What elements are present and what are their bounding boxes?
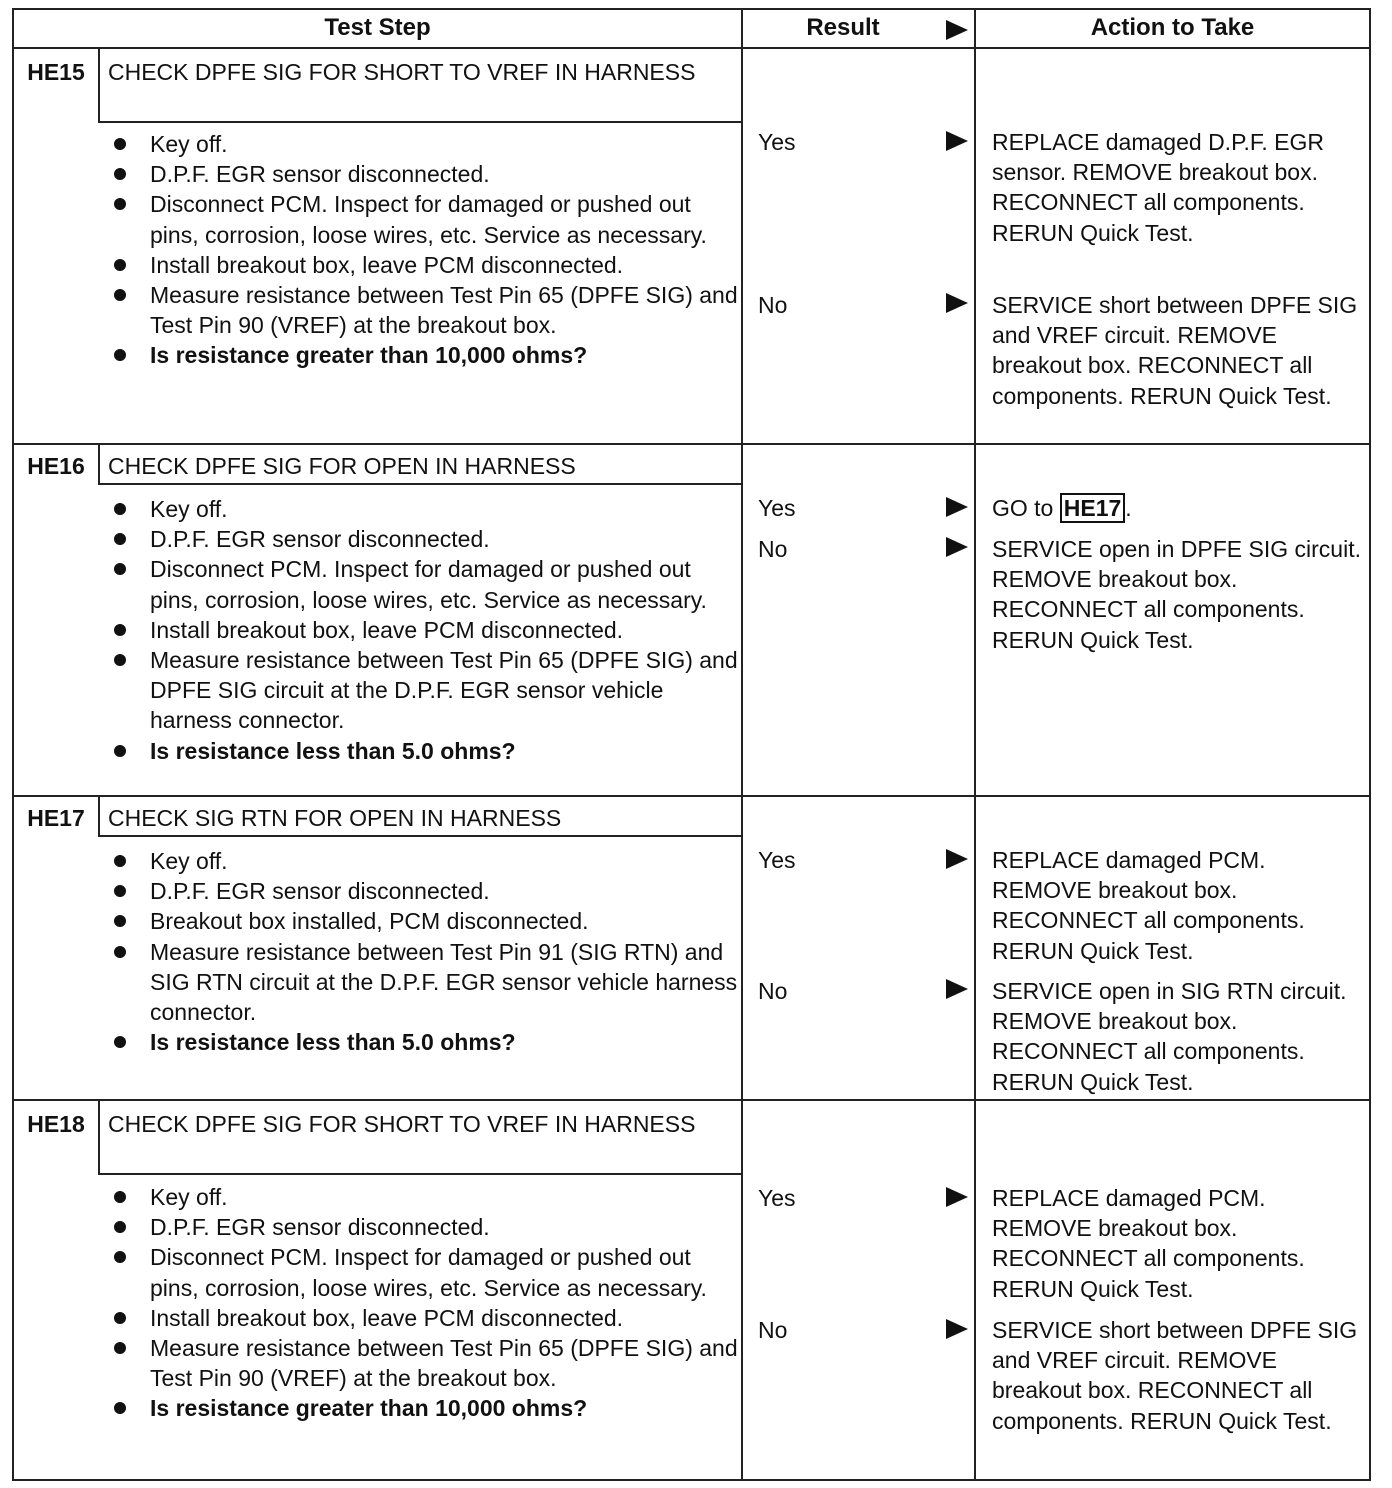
instruction-item: Measure resistance between Test Pin 91 (SIG RTN) and SIG RTN circuit at the D.P.F. EGR sensor vehicle harness connector. [110,937,740,1028]
step-id-divider [98,445,100,483]
instruction-item: Key off. [110,494,740,524]
step-title: CHECK DPFE SIG FOR OPEN IN HARNESS [108,453,576,479]
step-id: HE16 [27,453,85,479]
action-yes [992,493,1370,523]
result-arrow-icon [946,849,968,869]
instruction-item: Measure resistance between Test Pin 65 (DPFE SIG) and Test Pin 90 (VREF) at the breakout box. [110,1333,740,1393]
diagnostic-table [12,8,1371,1481]
instruction-item: D.P.F. EGR sensor disconnected. [110,1212,740,1242]
action-no: SERVICE short between DPFE SIG and VREF circuit. REMOVE breakout box. RECONNECT all components. RERUN Quick Test. [992,1317,1358,1434]
instruction-item: Disconnect PCM. Inspect for damaged or pushed out pins, corrosion, loose wires, etc. Service as necessary. [110,554,740,614]
instruction-item: D.P.F. EGR sensor disconnected. [110,876,740,906]
step-title: CHECK DPFE SIG FOR SHORT TO VREF IN HARNESS [108,59,696,85]
result-arrow-icon [946,131,968,151]
result-arrow-icon [946,1319,968,1339]
instruction-question: Is resistance less than 5.0 ohms? [110,736,740,766]
action-goto-suffix: . [1125,495,1132,521]
result-arrow-icon [946,537,968,557]
result-yes: Yes [758,129,796,155]
step-he15 [14,49,1369,443]
result-arrow-icon [946,497,968,517]
instruction-item: Install breakout box, leave PCM disconnected. [110,1303,740,1333]
instruction-item: D.P.F. EGR sensor disconnected. [110,159,740,189]
header-action: Action to Take [1090,14,1255,41]
step-id: HE15 [27,59,85,85]
step-instructions [110,846,740,1057]
instruction-item: Measure resistance between Test Pin 65 (DPFE SIG) and Test Pin 90 (VREF) at the breakout box. [110,280,740,340]
step-title: CHECK DPFE SIG FOR SHORT TO VREF IN HARNESS [108,1111,696,1137]
action-no: SERVICE short between DPFE SIG and VREF circuit. REMOVE breakout box. RECONNECT all components. RERUN Quick Test. [992,292,1358,409]
result-yes: Yes [758,847,796,873]
step-reference-link[interactable]: HE17 [1060,493,1126,523]
instruction-item: Measure resistance between Test Pin 65 (DPFE SIG) and DPFE SIG circuit at the D.P.F. EGR sensor vehicle harness connector. [110,645,740,736]
instruction-item: Key off. [110,846,740,876]
action-no: SERVICE open in SIG RTN circuit. REMOVE breakout box. RECONNECT all components. RERUN Quick Test. [992,978,1347,1095]
step-id: HE18 [27,1111,85,1137]
step-title: CHECK SIG RTN FOR OPEN IN HARNESS [108,805,562,831]
result-no: No [758,292,788,318]
header-test-step: Test Step [324,14,431,41]
result-arrow-icon [946,979,968,999]
result-yes: Yes [758,495,796,521]
instruction-question: Is resistance greater than 10,000 ohms? [110,1393,740,1423]
result-yes: Yes [758,1185,796,1211]
title-divider [98,483,743,485]
step-he17 [14,797,1369,1099]
action-yes: REPLACE damaged D.P.F. EGR sensor. REMOVE breakout box. RECONNECT all components. RERUN Quick Test. [992,129,1324,246]
action-yes: REPLACE damaged PCM. REMOVE breakout box. RECONNECT all components. RERUN Quick Test. [992,1185,1305,1302]
header-arrow-icon [946,20,968,40]
instruction-item: Disconnect PCM. Inspect for damaged or pushed out pins, corrosion, loose wires, etc. Service as necessary. [110,1242,740,1302]
header-result: Result [806,14,880,41]
step-instructions [110,129,740,371]
step-id-divider [98,49,100,121]
result-no: No [758,1317,788,1343]
title-divider [98,121,743,123]
result-arrow-icon [946,1187,968,1207]
result-no: No [758,978,788,1004]
instruction-item: Key off. [110,1182,740,1212]
instruction-item: Install breakout box, leave PCM disconnected. [110,615,740,645]
result-arrow-icon [946,293,968,313]
result-no: No [758,536,788,562]
instruction-item: D.P.F. EGR sensor disconnected. [110,524,740,554]
step-he16 [14,445,1369,795]
instruction-item: Key off. [110,129,740,159]
instruction-question: Is resistance greater than 10,000 ohms? [110,340,740,370]
step-he18 [14,1101,1369,1481]
step-instructions [110,494,740,766]
step-instructions [110,1182,740,1424]
title-divider [98,1173,743,1175]
instruction-item: Install breakout box, leave PCM disconnected. [110,250,740,280]
step-id-divider [98,797,100,835]
instruction-question: Is resistance less than 5.0 ohms? [110,1027,740,1057]
title-divider [98,835,743,837]
action-yes: REPLACE damaged PCM. REMOVE breakout box. RECONNECT all components. RERUN Quick Test. [992,847,1305,964]
step-id-divider [98,1101,100,1173]
action-goto-prefix: GO to [992,495,1060,521]
action-no: SERVICE open in DPFE SIG circuit. REMOVE breakout box. RECONNECT all components. RERUN Quick Test. [992,536,1361,653]
step-id: HE17 [27,805,85,831]
instruction-item: Breakout box installed, PCM disconnected. [110,906,740,936]
instruction-item: Disconnect PCM. Inspect for damaged or pushed out pins, corrosion, loose wires, etc. Service as necessary. [110,189,740,249]
